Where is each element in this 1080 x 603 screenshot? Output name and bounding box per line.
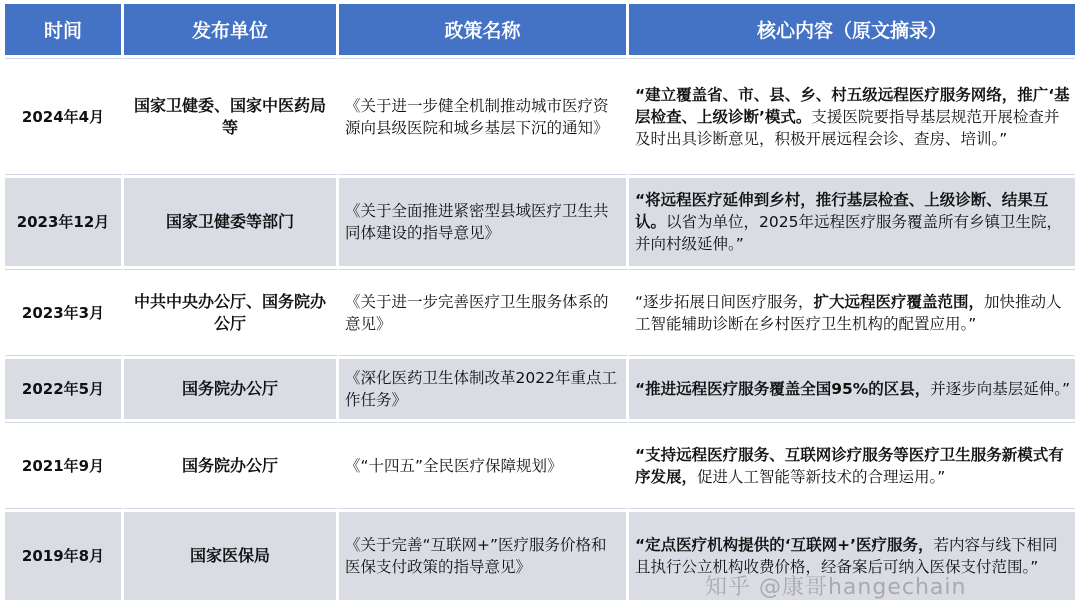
core-highlight: “将远程医疗延伸到乡村，推行基层检查、上级诊断、结果互认。 [635,191,1049,231]
table-row [5,359,1075,419]
core-text-lead: “逐步拓展日间医疗服务， [635,292,814,311]
row-date: 2023年12月 [5,178,124,266]
header-policy-name: 政策名称 [339,4,629,55]
header-issuer: 发布单位 [124,4,339,55]
table-row [5,269,1075,356]
row-policy-name: 《“十四五”全民医疗保障规划》 [339,422,629,509]
row-date: 2022年5月 [5,359,124,419]
row-core-content [629,58,1075,175]
row-core-content [629,422,1075,509]
row-date: 2024年4月 [5,58,124,175]
table-row [5,422,1075,509]
table-row [5,178,1075,266]
core-highlight: “定点医疗机构提供的‘互联网+’医疗服务， [635,536,934,554]
row-date: 2019年8月 [5,512,124,600]
header-time: 时间 [5,4,124,55]
row-policy-name: 《深化医药卫生体制改革2022年重点工作任务》 [339,359,629,419]
row-policy-name: 《关于进一步完善医疗卫生服务体系的意见》 [339,269,629,356]
header-core-content: 核心内容（原文摘录） [629,4,1075,55]
row-issuer: 国务院办公厅 [124,422,339,509]
row-issuer: 国家医保局 [124,512,339,600]
row-policy-name: 《关于全面推进紧密型县域医疗卫生共同体建设的指导意见》 [339,178,629,266]
row-core-content [629,178,1075,266]
row-core-content [629,269,1075,356]
core-text: 加快推动人工智能辅助诊断在乡村医疗卫生机构的配置应用。” [635,292,1062,333]
core-highlight: “建立覆盖省、市、县、乡、村五级远程医疗服务网络，推广‘基层检查、上级诊断’模式。 [635,85,1070,126]
core-text: 若内容与线下相同且执行公立机构收费价格，经备案后可纳入医保支付范围。” [635,536,1058,576]
core-highlight: “支持远程医疗服务、互联网诊疗服务等医疗卫生服务新模式有序发展， [635,445,1064,486]
core-highlight: “推进远程医疗服务覆盖全国95%的区县， [635,380,931,398]
row-issuer: 中共中央办公厅、国务院办公厅 [124,269,339,356]
watermark: 知乎 @康哥hangechain [705,575,967,600]
row-issuer: 国家卫健委、国家中医药局等 [124,58,339,175]
policy-table [5,1,1075,603]
core-text: 以省为单位，2025年远程医疗服务覆盖所有乡镇卫生院，并向村级延伸。” [635,213,1062,253]
row-issuer: 国务院办公厅 [124,359,339,419]
row-date: 2021年9月 [5,422,124,509]
table-header-row [5,4,1075,55]
core-highlight: 扩大远程医疗覆盖范围， [813,292,985,311]
row-core-content [629,359,1075,419]
policy-table-container [5,4,1075,603]
row-date: 2023年3月 [5,269,124,356]
row-issuer: 国家卫健委等部门 [124,178,339,266]
row-policy-name: 《关于进一步健全机制推动城市医疗资源向县级医院和城乡基层下沉的通知》 [339,58,629,175]
row-policy-name: 《关于完善“互联网+”医疗服务价格和医保支付政策的指导意见》 [339,512,629,600]
core-text: 支援医院要指导基层规范开展检查并及时出具诊断意见，积极开展远程会诊、查房、培训。” [635,107,1060,148]
core-text: 并逐步向基层延伸。” [930,380,1071,398]
table-row [5,58,1075,175]
core-text: 促进人工智能等新技术的合理运用。” [697,467,946,486]
